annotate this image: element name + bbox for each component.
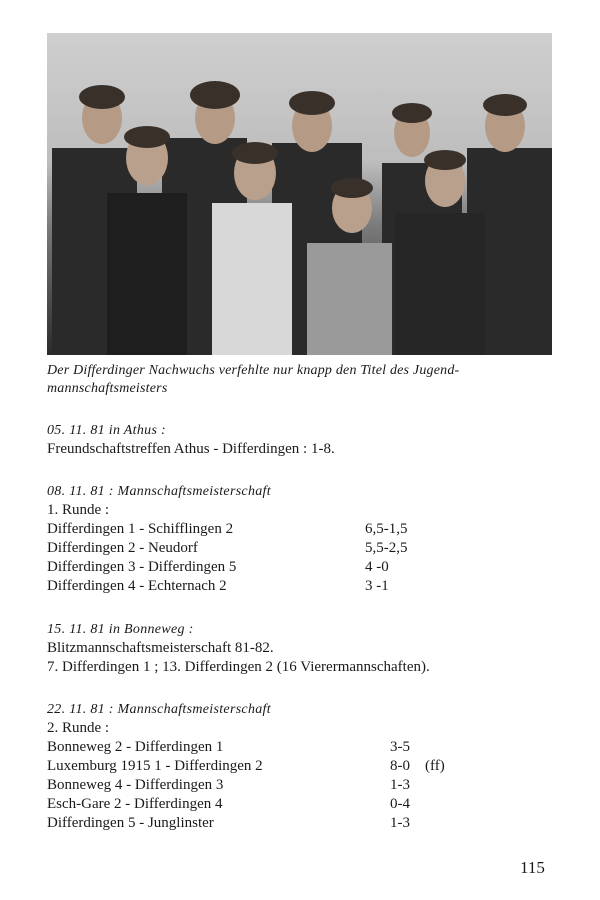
section-heading: 08. 11. 81 : Mannschaftsmeisterschaft bbox=[47, 484, 271, 499]
match-text: Bonneweg 4 - Differdingen 3 bbox=[47, 777, 224, 793]
match-text: Differdingen 5 - Junglinster bbox=[47, 815, 214, 831]
result-row bbox=[47, 776, 567, 795]
match-score: 5,5-2,5 bbox=[365, 540, 408, 556]
match-score: 6,5-1,5 bbox=[365, 521, 408, 537]
match-text: Luxemburg 1915 1 - Differdingen 2 bbox=[47, 758, 263, 774]
match-score: 3 -1 bbox=[365, 578, 389, 594]
result-row bbox=[47, 795, 567, 814]
page-number: 115 bbox=[520, 858, 545, 877]
match-text: Differdingen 4 - Echternach 2 bbox=[47, 578, 227, 594]
photo-caption bbox=[47, 362, 557, 398]
result-row bbox=[47, 738, 567, 757]
section-athus bbox=[47, 421, 567, 459]
caption-line-2: mannschaftsmeisters bbox=[47, 381, 168, 396]
result-row bbox=[47, 539, 567, 558]
match-text: Bonneweg 2 - Differdingen 1 bbox=[47, 739, 224, 755]
match-text: Differdingen 3 - Differdingen 5 bbox=[47, 559, 237, 575]
match-score: 1-3 bbox=[390, 777, 410, 793]
team-photo bbox=[47, 33, 552, 355]
match-note: (ff) bbox=[425, 758, 445, 774]
caption-line-1: Der Differdinger Nachwuchs verfehlte nur knapp den Titel des Jugend- bbox=[47, 363, 460, 378]
result-row bbox=[47, 814, 567, 833]
match-text: Differdingen 1 - Schifflingen 2 bbox=[47, 521, 234, 537]
section-round-2 bbox=[47, 700, 567, 833]
result-row bbox=[47, 577, 567, 596]
match-score: 1-3 bbox=[390, 815, 410, 831]
match-text: Differdingen 2 - Neudorf bbox=[47, 540, 198, 556]
result-row bbox=[47, 520, 567, 539]
section-heading: 22. 11. 81 : Mannschaftsmeisterschaft bbox=[47, 702, 271, 717]
round-label: 2. Runde : bbox=[47, 720, 110, 736]
section-text: Freundschaftstreffen Athus - Differdingen : 1-8. bbox=[47, 441, 335, 457]
match-text: Esch-Gare 2 - Differdingen 4 bbox=[47, 796, 223, 812]
match-score: 8-0 bbox=[390, 758, 410, 774]
match-score: 3-5 bbox=[390, 739, 410, 755]
result-row bbox=[47, 558, 567, 577]
match-score: 4 -0 bbox=[365, 559, 389, 575]
section-round-1 bbox=[47, 482, 567, 596]
round-label: 1. Runde : bbox=[47, 502, 110, 518]
section-heading: 15. 11. 81 in Bonneweg : bbox=[47, 622, 194, 637]
section-blitz bbox=[47, 620, 567, 677]
section-heading: 05. 11. 81 in Athus : bbox=[47, 423, 166, 438]
result-row bbox=[47, 757, 567, 776]
group-photo-icon bbox=[47, 33, 552, 355]
match-score: 0-4 bbox=[390, 796, 410, 812]
section-text: 7. Differdingen 1 ; 13. Differdingen 2 (16 Vierermannschaften). bbox=[47, 659, 430, 675]
section-text: Blitzmannschaftsmeisterschaft 81-82. bbox=[47, 640, 274, 656]
